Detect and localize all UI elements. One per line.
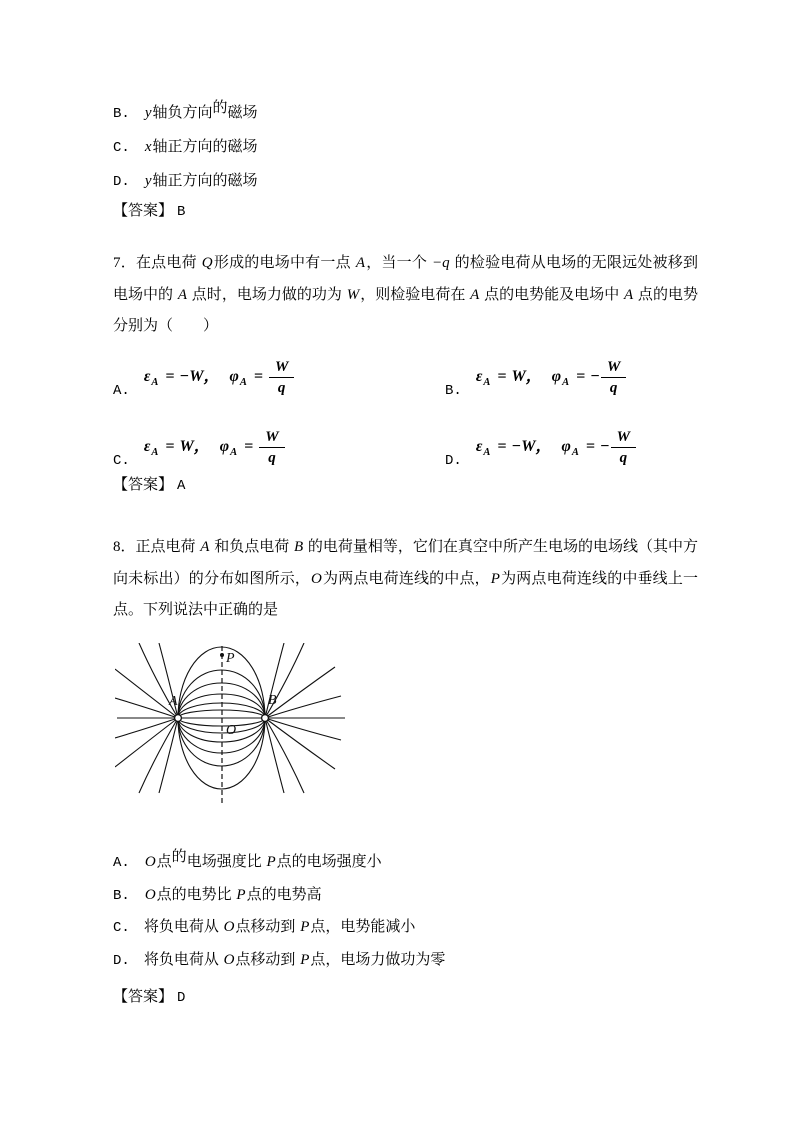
subscript: A [571,446,579,458]
epsilon-symbol: ε [143,367,151,385]
subscript: A [562,376,570,388]
dipole-field-svg [115,643,345,815]
answer-value: A [177,478,186,494]
option-text: x轴正方向的磁场 [144,139,258,155]
charge-b-circle [262,715,269,722]
option-text: 将负电荷从 O点移动到 P点，电场力做功为零 [143,951,446,968]
epsilon-symbol: ε [475,367,483,385]
option-text: y轴负方向的磁场 [144,100,258,121]
q8-option-d [113,945,445,978]
option-label: A. [113,855,130,871]
option-label: B. [113,887,130,904]
formula: $\varepsilon_A = W$， $\varphi_A$ = − $\frac{W}{q}$ [476,358,627,397]
fraction-denominator: q [609,379,618,396]
q8-option-b [113,880,445,913]
phi-symbol: φ [219,437,230,455]
option-text: y轴正方向的磁场 [144,173,258,189]
fraction [259,428,284,467]
fraction-denominator: q [277,379,286,396]
option-label: D. [113,174,130,190]
epsilon-symbol: ε [143,437,151,455]
q6-option-c [113,131,258,165]
q7-option-d [445,418,636,476]
phi-sign: − [599,437,610,455]
option-label: B. [445,383,462,399]
point-p-dot [220,653,224,657]
q8-option-c [113,912,445,945]
subscript: A [483,446,491,458]
fraction-denominator: q [619,449,628,466]
fraction-numerator: W [259,428,284,448]
fraction-denominator: q [268,449,276,466]
epsilon-value: −W [511,437,536,455]
q7-option-a [113,348,294,406]
q7-option-c [113,418,285,476]
dipole-field-diagram [115,643,345,820]
subscript: A [230,446,238,458]
label-b: B [268,693,277,708]
option-label: C. [113,453,130,469]
fraction [601,358,626,397]
label-o: O [226,723,237,738]
subscript: A [151,446,159,458]
q7-answer-row [113,470,185,503]
option-text: O点的电势比 P点的电势高 [144,886,322,903]
fraction-numerator: W [601,358,626,378]
answer-label: 【答案】 [113,989,174,1005]
q7-option-b [445,348,626,406]
option-label: A. [113,383,130,399]
option-text: 将负电荷从 O点移动到 P点，电势能减小 [143,919,416,935]
q6-answer-row [113,196,185,229]
label-a: A [169,694,178,709]
q6-option-b [113,97,258,131]
fraction-numerator: W [611,428,636,448]
q8-stem: 8．正点电荷 A 和负点电荷 B 的电荷量相等，它们在真空中所产生电场的电场线（其中方向未标出）的分布如图所示，O为两点电荷连线的中点，P为两点电荷连线的中垂线上一点。下列说法中正确的是 [113,539,698,618]
option-label: D. [113,952,130,969]
charge-a-circle [175,715,182,722]
epsilon-symbol: ε [475,437,483,455]
phi-symbol: φ [229,367,239,385]
q6-option-d [113,165,258,199]
option-label: C. [113,140,130,156]
subscript: A [239,376,247,388]
option-label: C. [113,920,130,936]
subscript: A [151,376,159,388]
fraction [611,428,636,467]
phi-symbol: φ [561,437,571,455]
answer-label: 【答案】 [113,477,174,493]
q8-answer-row [113,982,185,1015]
formula: $\varepsilon_A = -W$， $\varphi_A$ = − $\frac{W}{q}$ [476,428,636,467]
option-text: O点的电场强度比 P点的电场强度小 [144,849,382,870]
answer-value: B [177,204,186,220]
subscript: A [483,376,491,388]
q7-stem: 7．在点电荷 Q形成的电场中有一点 A，当一个 −q 的检验电荷从电场的无限远处被移到电场中的 A 点时，电场力做的功为 W，则检验电荷在 A 点的电势能及电场中 A 点的电势分别为（ ） [113,255,698,334]
option-label: B. [113,106,130,122]
phi-symbol: φ [551,367,562,385]
formula: $\varepsilon_A = -W$， $\varphi_A$ = $\frac{W}{q}$ [144,358,294,397]
option-label: D. [445,453,462,469]
answer-value: D [177,990,186,1006]
q8-option-a [113,847,445,880]
q6-options [113,97,258,199]
q8-options [113,847,445,977]
phi-sign: − [590,367,600,385]
fraction-numerator: W [269,358,294,378]
epsilon-value: W [179,437,194,455]
epsilon-value: −W [179,367,204,385]
fraction [269,358,294,397]
epsilon-value: W [511,367,526,385]
label-p: P [226,651,235,666]
answer-label: 【答案】 [113,203,174,219]
formula: $\varepsilon_A = W$， $\varphi_A$ = $\frac{W}{q}$ [144,428,285,467]
